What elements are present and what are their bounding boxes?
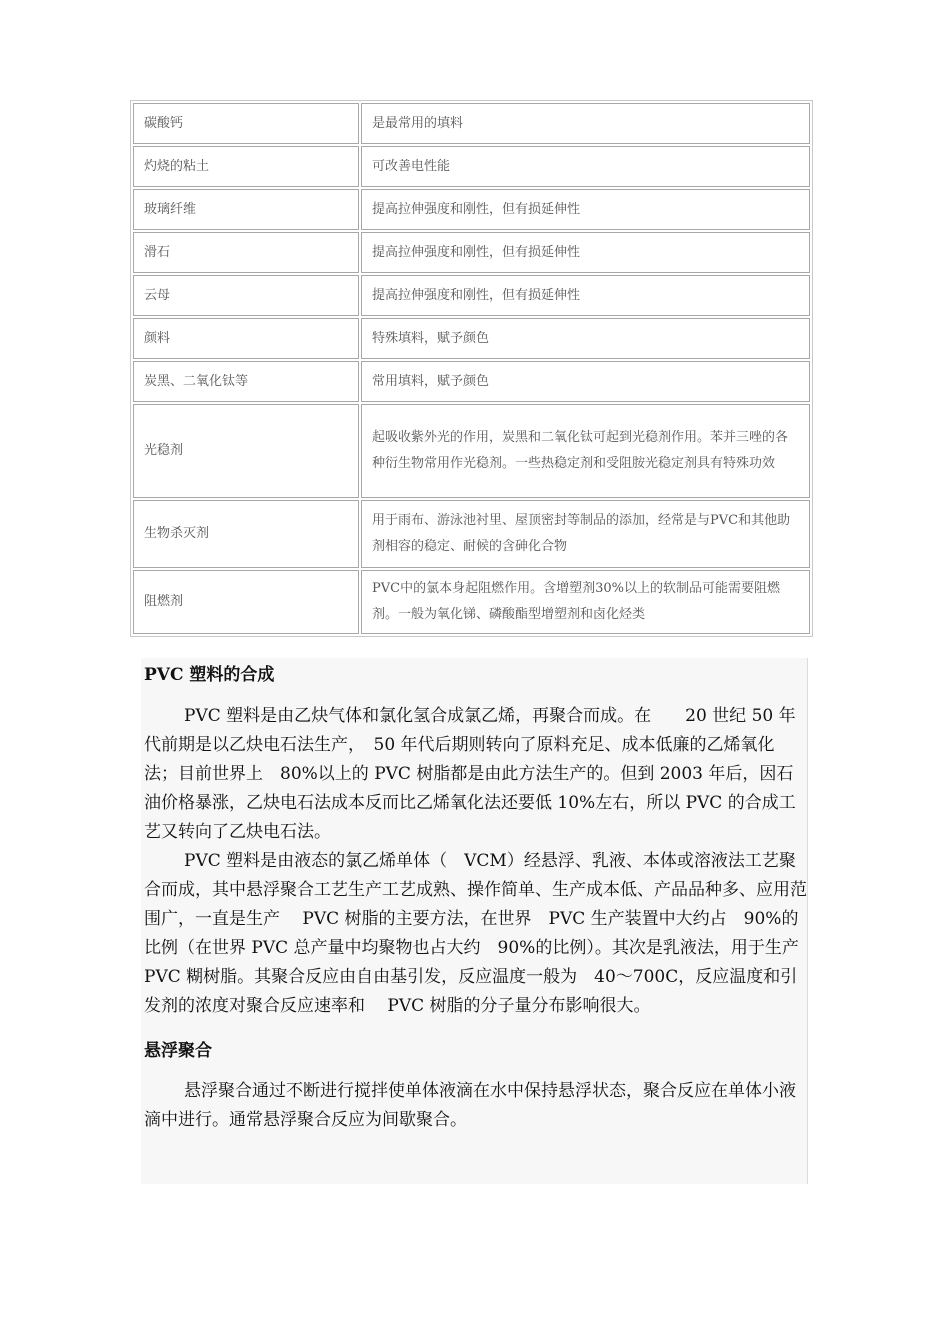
additive-name-cell: 炭黑、二氧化钛等 xyxy=(133,361,359,402)
table-row xyxy=(133,103,810,144)
table-row xyxy=(133,404,810,498)
additive-name-cell: 灼烧的粘土 xyxy=(133,146,359,187)
additive-name-cell: 颜料 xyxy=(133,318,359,359)
paragraph-synthesis-history: PVC 塑料是由乙炔气体和氯化氢合成氯乙烯，再聚合而成。在 20 世纪 50 年代前期是以乙炔电石法生产， 50 年代后期则转向了原料充足、成本低廉的乙烯氧化法；目前世界上 80%以上的 PVC 树脂都是由此方法生产的。但到 2003 年后，因石油价格暴涨，乙炔电石法成本反而比乙烯氧化法还要低 10%左右，所以 PVC 的合成工艺又转向了乙炔电石法。 xyxy=(144,706,796,842)
table-row xyxy=(133,146,810,187)
additive-desc-cell: 提高拉伸强度和刚性，但有损延伸性 xyxy=(361,275,810,316)
table-row xyxy=(133,570,810,634)
paragraph-suspension-polymerization: 悬浮聚合通过不断进行搅拌使单体液滴在水中保持悬浮状态，聚合反应在单体小液滴中进行。通常悬浮聚合反应为间歇聚合。 xyxy=(144,1081,796,1130)
table-row xyxy=(133,361,810,402)
table-row xyxy=(133,232,810,273)
additive-desc-cell: 可改善电性能 xyxy=(361,146,810,187)
additive-desc-cell: PVC中的氯本身起阻燃作用。含增塑剂30%以上的软制品可能需要阻燃剂。一般为氧化锑、磷酸酯型增塑剂和卤化烃类 xyxy=(361,570,810,634)
additive-desc-cell: 起吸收紫外光的作用，炭黑和二氧化钛可起到光稳剂作用。苯并三唑的各种衍生物常用作光稳剂。一些热稳定剂和受阻胺光稳定剂具有特殊功效 xyxy=(361,404,810,498)
additive-name-cell: 碳酸钙 xyxy=(133,103,359,144)
additives-table xyxy=(130,100,813,637)
additive-desc-cell: 特殊填料，赋予颜色 xyxy=(361,318,810,359)
table-row xyxy=(133,275,810,316)
additive-name-cell: 光稳剂 xyxy=(133,404,359,498)
additive-desc-cell: 提高拉伸强度和刚性，但有损延伸性 xyxy=(361,189,810,230)
additive-name-cell: 玻璃纤维 xyxy=(133,189,359,230)
article-section xyxy=(141,658,822,1184)
additive-desc-cell: 是最常用的填料 xyxy=(361,103,810,144)
table-row xyxy=(133,189,810,230)
additive-name-cell: 阻燃剂 xyxy=(133,570,359,634)
additive-desc-cell: 常用填料，赋予颜色 xyxy=(361,361,810,402)
paragraph-polymerization-methods: PVC 塑料是由液态的氯乙烯单体（ VCM）经悬浮、乳液、本体或溶液法工艺聚合而成，其中悬浮聚合工艺生产工艺成熟、操作简单、生产成本低、产品品种多、应用范围广，一直是生产 PVC 树脂的主要方法，在世界 PVC 生产装置中大约占 90%的比例（在世界 PVC 总产量中均聚物也占大约 90%的比例）。其次是乳液法，用于生产 PVC 糊树脂。其聚合反应由自由基引发，反应温度一般为 40～700C，反应温度和引发剂的浓度对聚合反应速率和 PVC 树脂的分子量分布影响很大。 xyxy=(144,851,822,1016)
additive-desc-cell: 提高拉伸强度和刚性，但有损延伸性 xyxy=(361,232,810,273)
additives-table-container xyxy=(130,100,813,637)
additive-name-cell: 滑石 xyxy=(133,232,359,273)
table-row xyxy=(133,500,810,568)
section-heading-synthesis: PVC 塑料的合成 xyxy=(144,665,275,685)
table-row xyxy=(133,318,810,359)
section-heading-suspension: 悬浮聚合 xyxy=(144,1041,212,1061)
additive-name-cell: 生物杀灭剂 xyxy=(133,500,359,568)
additive-desc-cell: 用于雨布、游泳池衬里、屋顶密封等制品的添加，经常是与PVC和其他助剂相容的稳定、耐候的含砷化合物 xyxy=(361,500,810,568)
additive-name-cell: 云母 xyxy=(133,275,359,316)
